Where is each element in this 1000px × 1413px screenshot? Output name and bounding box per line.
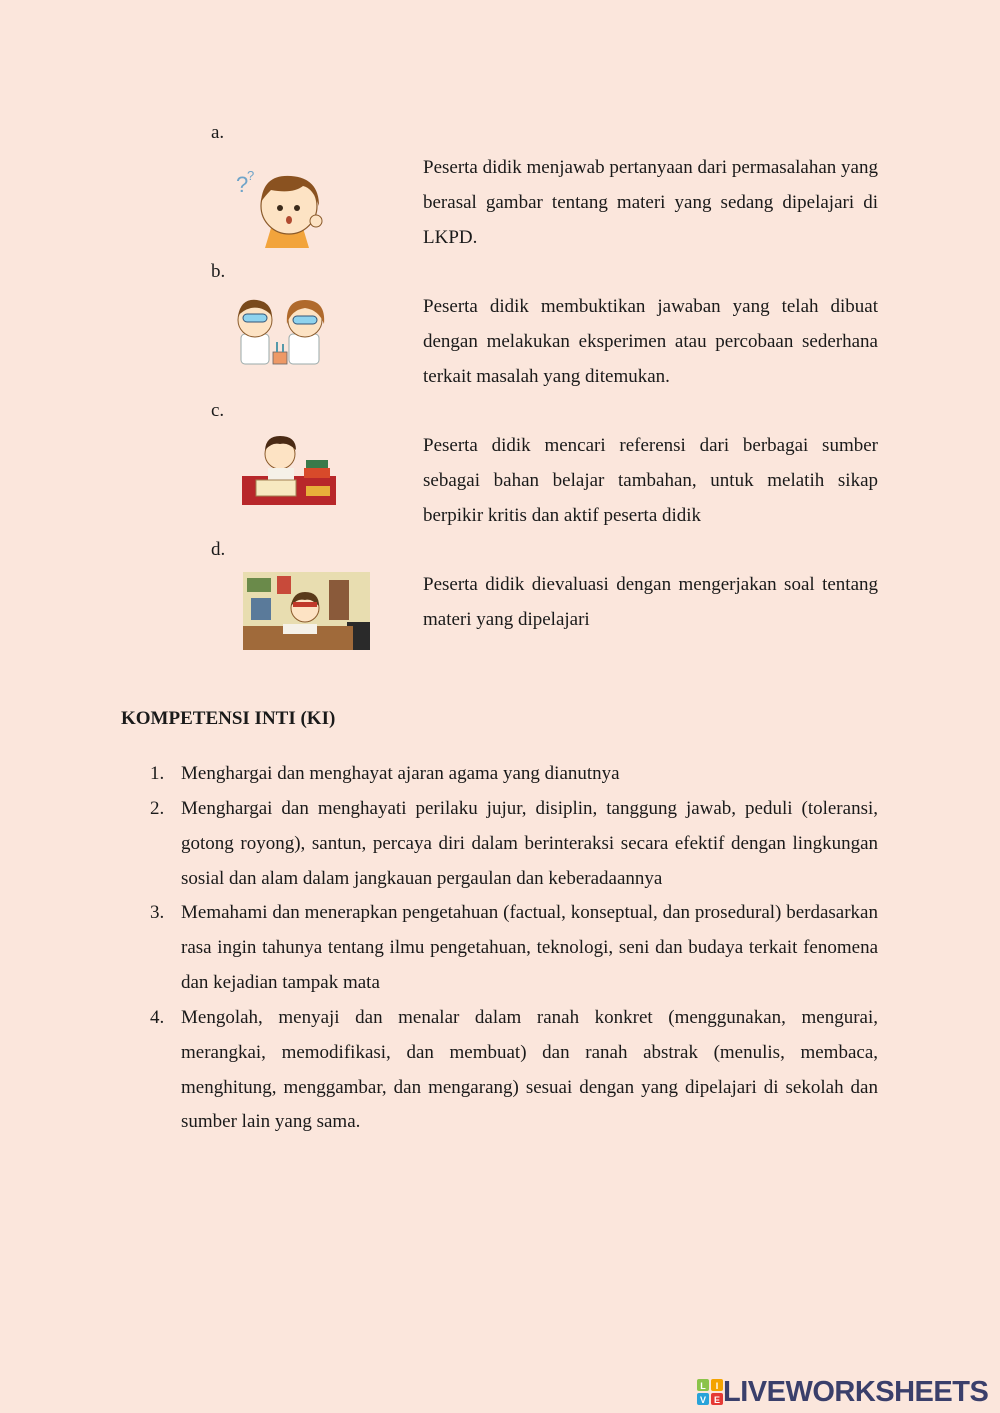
svg-text:E: E: [713, 1395, 721, 1405]
svg-text:?: ?: [236, 172, 249, 197]
scientist-kids-icon: [231, 294, 339, 372]
liveworksheets-brand[interactable]: [697, 1377, 988, 1407]
svg-text:L: L: [700, 1381, 706, 1391]
ki-number-2: 2.: [150, 798, 165, 819]
svg-text:I: I: [715, 1381, 719, 1391]
item-description-a: Peserta didik menjawab pertanyaan dari permasalahan yang berasal gambar tentang materi yang sedang dipelajari di LKPD.: [423, 157, 878, 248]
ki-heading: KOMPETENSI INTI (KI): [121, 708, 336, 729]
ki-number-3: 3.: [150, 902, 165, 923]
liveworksheets-logo-icon: [697, 1379, 723, 1405]
ki-number-4: 4.: [150, 1007, 165, 1028]
ki-item-1: Menghargai dan menghayat ajaran agama yang dianutnya: [181, 763, 620, 784]
item-description-d: Peserta didik dievaluasi dengan mengerjakan soal tentang materi yang dipelajari: [423, 574, 878, 630]
item-letter-b: b.: [211, 261, 226, 282]
item-description-b: Peserta didik membuktikan jawaban yang telah dibuat dengan melakukan eksperimen atau percobaan sederhana terkait masalah yang ditemukan.: [423, 296, 878, 387]
ki-item-4: Mengolah, menyaji dan menalar dalam ranah konkret (menggunakan, mengurai, merangkai, memodifikasi, dan membuat) dan ranah abstrak (menulis, membaca, menghitung, menggambar, dan mengarang) sesuai dengan yang dipelajari di sekolah dan sumber lain yang sama.: [181, 1007, 878, 1133]
item-letter-d: d.: [211, 539, 226, 560]
ki-item-3: Memahami dan menerapkan pengetahuan (factual, konseptual, dan prosedural) berdasarkan rasa ingin tahunya tentang ilmu pengetahuan, teknologi, seni dan budaya terkait fenomena dan kejadian tampak mata: [181, 902, 878, 993]
brand-name: LIVEWORKSHEETS: [723, 1375, 989, 1408]
item-letter-c: c.: [211, 400, 225, 421]
svg-text:V: V: [699, 1395, 707, 1405]
boy-at-desk-room-icon: [243, 572, 370, 650]
ki-number-1: 1.: [150, 763, 165, 784]
item-description-c: Peserta didik mencari referensi dari berbagai sumber sebagai bahan belajar tambahan, untuk melatih sikap berpikir kritis dan aktif peserta didik: [423, 435, 878, 526]
svg-text:?: ?: [247, 168, 255, 183]
thinking-boy-icon: [233, 166, 328, 248]
studying-boy-icon: [242, 432, 336, 505]
item-letter-a: a.: [211, 122, 225, 143]
ki-item-2: Menghargai dan menghayati perilaku jujur, disiplin, tanggung jawab, peduli (toleransi, gotong royong), santun, percaya diri dalam berinteraksi secara efektif dengan lingkungan sosial dan alam dalam jangkauan pergaulan dan keberadaannya: [181, 798, 878, 889]
